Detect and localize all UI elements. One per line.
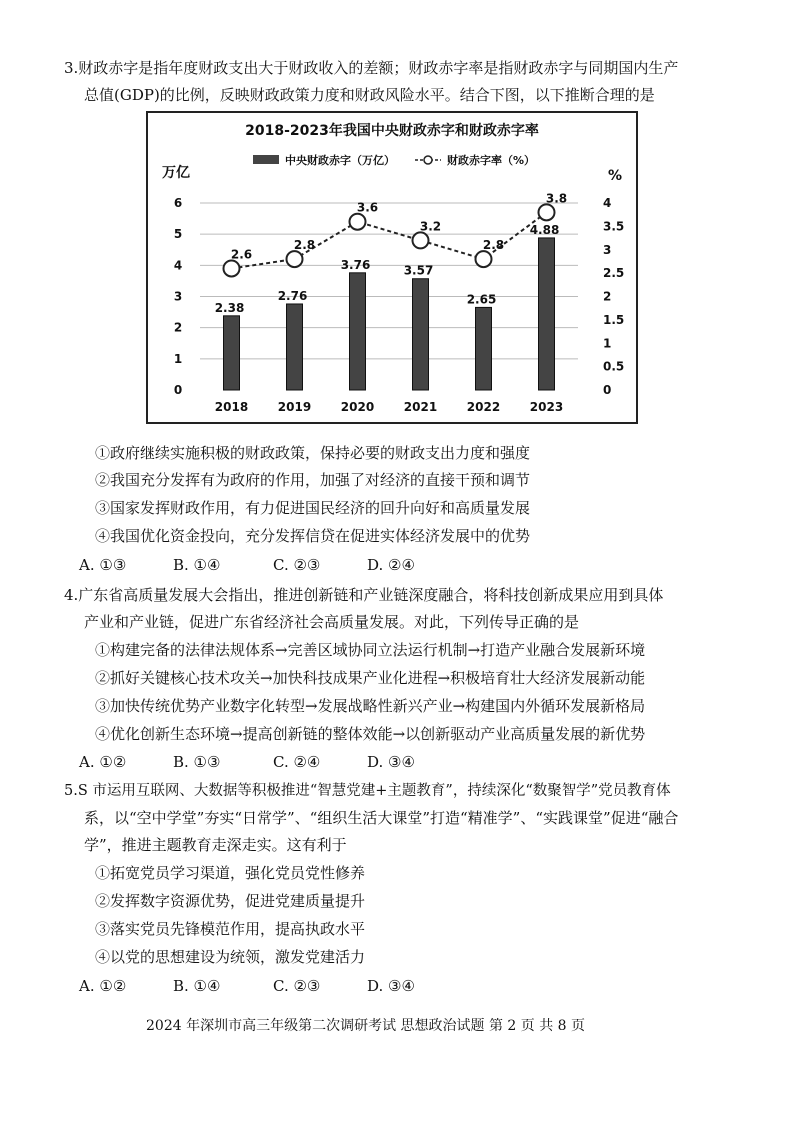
rate-point-2023 <box>539 204 555 220</box>
bar-2023 <box>539 238 555 390</box>
q4-item-1: ①构建完备的法律法规体系→完善区域协同立法运行机制→打造产业融合发展新环境 <box>95 641 646 659</box>
left-tick-label: 1 <box>173 351 183 366</box>
left-tick-label: 2 <box>173 320 183 335</box>
q5-option-a[interactable]: A. ①② <box>79 977 127 995</box>
q3-option-a[interactable]: A. ①③ <box>79 556 127 574</box>
q3-item-3: ③国家发挥财政作用，有力促进国民经济的回升向好和高质量发展 <box>95 499 531 517</box>
q4-stem-line2: 产业和产业链，促进广东省经济社会高质量发展。对此，下列传导正确的是 <box>84 613 580 631</box>
deficit-chart <box>146 111 638 424</box>
q3-option-c[interactable]: C. ②③ <box>273 556 321 574</box>
q4-option-c[interactable]: C. ②④ <box>273 753 321 771</box>
q4-item-3: ③加快传统优势产业数字化转型→发展战略性新兴产业→构建国内外循环发展新格局 <box>95 697 646 715</box>
q5-option-c[interactable]: C. ②③ <box>273 977 321 995</box>
right-tick-label: 3.5 <box>603 219 625 234</box>
q5-option-d[interactable]: D. ③④ <box>367 977 415 995</box>
rate-value-label: 3.6 <box>356 200 379 215</box>
left-tick-label: 6 <box>173 196 183 210</box>
q5-stem-line1: 5.S 市运用互联网、大数据等积极推进“智慧党建+主题教育”，持续深化“数聚智学”党员教育体 <box>64 783 671 799</box>
left-tick-label: 4 <box>173 258 183 273</box>
right-tick-label: 4 <box>603 196 612 210</box>
bar-value-label: 2.76 <box>277 288 308 303</box>
x-tick-label: 2018 <box>214 400 249 414</box>
q4-stem-line1: 4.广东省高质量发展大会指出，推进创新链和产业链深度融合，将科技创新成果应用到具体 <box>64 586 664 604</box>
right-tick-label: 2.5 <box>603 266 625 281</box>
chart-title: 2018-2023年我国中央财政赤字和财政赤字率 <box>245 123 539 139</box>
left-axis-unit: 万亿 <box>162 165 190 181</box>
right-tick-label: 3 <box>603 242 612 257</box>
legend-bar-swatch <box>253 155 279 164</box>
left-tick-label: 0 <box>173 383 183 397</box>
q5-stem-line2: 系，以“空中学堂”夯实“日常学”、“组织生活大课堂”打造“精准学”、“实践课堂”促进“融合 <box>84 809 679 827</box>
rate-value-label: 3.2 <box>419 219 442 234</box>
bar-2019 <box>287 304 303 390</box>
x-tick-label: 2021 <box>403 400 438 414</box>
q5-stem-line3: 学”，推进主题教育走深走实。这有利于 <box>84 836 347 854</box>
q4-option-a[interactable]: A. ①② <box>79 753 127 771</box>
legend-line-marker <box>424 156 432 164</box>
legend-bar-label: 中央财政赤字（万亿） <box>285 154 395 167</box>
q5-item-2: ②发挥数字资源优势，促进党建质量提升 <box>95 892 366 910</box>
bar-2018 <box>224 316 240 390</box>
rate-point-2019 <box>287 251 303 267</box>
rate-point-2022 <box>476 251 492 267</box>
right-tick-label: 1.5 <box>603 312 625 327</box>
x-tick-label: 2020 <box>340 400 375 414</box>
right-axis-unit: % <box>607 168 623 184</box>
rate-point-2021 <box>413 232 429 248</box>
rate-value-label: 2.8 <box>482 238 505 253</box>
bar-2022 <box>476 307 492 390</box>
right-tick-label: 0.5 <box>603 359 625 374</box>
rate-point-2018 <box>224 260 240 276</box>
q5-item-3: ③落实党员先锋模范作用，提高执政水平 <box>95 920 366 938</box>
bar-value-label: 4.88 <box>529 222 560 237</box>
q5-option-b[interactable]: B. ①④ <box>173 977 221 995</box>
rate-point-2020 <box>350 214 366 230</box>
q3-option-b[interactable]: B. ①④ <box>173 556 221 574</box>
bar-value-label: 3.76 <box>340 257 371 272</box>
q3-option-d[interactable]: D. ②④ <box>367 556 415 574</box>
q5-item-4: ④以党的思想建设为统领，激发党建活力 <box>95 948 366 966</box>
bar-value-label: 2.65 <box>466 292 497 307</box>
rate-value-label: 2.8 <box>293 238 316 253</box>
q3-item-2: ②我国充分发挥有为政府的作用，加强了对经济的直接干预和调节 <box>95 471 531 489</box>
q3-item-1: ①政府继续实施积极的财政政策，保持必要的财政支出力度和强度 <box>95 444 531 462</box>
x-tick-label: 2022 <box>466 400 501 414</box>
q3-stem-line1: 3.财政赤字是指年度财政支出大于财政收入的差额；财政赤字率是指财政赤字与同期国内生产 <box>64 59 679 77</box>
x-tick-label: 2019 <box>277 400 312 414</box>
q4-item-2: ②抓好关键核心技术攻关→加快科技成果产业化进程→积极培育壮大经济发展新动能 <box>95 669 646 687</box>
q3-item-4: ④我国优化资金投向，充分发挥信贷在促进实体经济发展中的优势 <box>95 527 531 545</box>
q4-option-d[interactable]: D. ③④ <box>367 753 415 771</box>
q4-option-b[interactable]: B. ①③ <box>173 753 221 771</box>
right-tick-label: 1 <box>603 336 612 351</box>
deficit-chart-svg <box>148 113 636 422</box>
bar-value-label: 2.38 <box>214 300 245 315</box>
q4-item-4: ④优化创新生态环境→提高创新链的整体效能→以创新驱动产业高质量发展的新优势 <box>95 725 646 743</box>
right-tick-label: 2 <box>603 289 612 304</box>
q3-stem-line2: 总值(GDP)的比例，反映财政政策力度和财政风险水平。结合下图，以下推断合理的是 <box>84 86 655 104</box>
legend-line-label: 财政赤字率（%） <box>447 154 536 167</box>
right-tick-label: 0 <box>603 383 612 397</box>
left-tick-label: 5 <box>173 227 183 242</box>
bar-2020 <box>350 273 366 390</box>
x-tick-label: 2023 <box>529 400 564 414</box>
bar-value-label: 3.57 <box>403 263 434 278</box>
left-tick-label: 3 <box>173 289 183 304</box>
page-footer: 2024 年深圳市高三年级第二次调研考试 思想政治试题 第 2 页 共 8 页 <box>146 1018 586 1034</box>
q5-item-1: ①拓宽党员学习渠道，强化党员党性修养 <box>95 864 366 882</box>
rate-value-label: 2.6 <box>230 247 253 262</box>
rate-value-label: 3.8 <box>545 191 568 206</box>
bar-2021 <box>413 279 429 390</box>
